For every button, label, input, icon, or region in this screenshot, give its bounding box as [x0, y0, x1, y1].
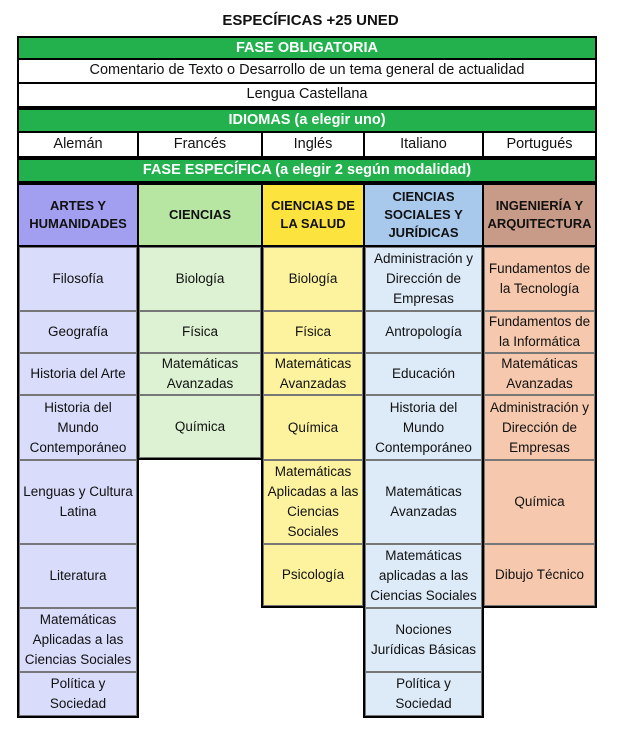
language-option-frances: Francés: [137, 133, 263, 158]
modalidad-ingenieria-header: INGENIERÍA Y ARQUITECTURA: [482, 183, 597, 247]
column-border: [363, 247, 484, 718]
fase-obligatoria-item: Comentario de Texto o Desarrollo de un tema general de actualidad: [17, 60, 597, 84]
subject-cell: Matemáticas Avanzadas: [484, 353, 595, 395]
subject-cell: Química: [263, 395, 363, 460]
subject-cell: Educación: [365, 353, 482, 395]
modalidad-artes-header: ARTES Y HUMANIDADES: [17, 183, 139, 247]
subject-cell: Geografía: [19, 311, 137, 353]
subject-cell: Matemáticas Avanzadas: [365, 460, 482, 544]
modalidad-sociales-header: CIENCIAS SOCIALES Y JURÍDICAS: [363, 183, 484, 247]
fase-obligatoria-header: FASE OBLIGATORIA: [17, 36, 597, 60]
subject-cell: Matemáticas Avanzadas: [263, 353, 363, 395]
subject-cell: Biología: [263, 247, 363, 311]
subject-cell: Química: [484, 460, 595, 544]
subject-cell: Física: [139, 311, 261, 353]
subject-cell: Política y Sociedad: [19, 672, 137, 716]
subject-cell: Lenguas y Cultura Latina: [19, 460, 137, 544]
language-option-aleman: Alemán: [17, 133, 139, 158]
language-option-italiano: Italiano: [363, 133, 484, 158]
subject-cell: Matemáticas Aplicadas a las Ciencias Sociales: [263, 460, 363, 544]
modalidad-salud-header: CIENCIAS DE LA SALUD: [261, 183, 365, 247]
subject-cell: Química: [139, 395, 261, 458]
column-border: [137, 247, 263, 460]
subject-cell: Historia del Arte: [19, 353, 137, 395]
language-option-ingles: Inglés: [261, 133, 365, 158]
subject-cell: Literatura: [19, 544, 137, 608]
subject-cell: Administración y Dirección de Empresas: [365, 247, 482, 311]
subject-cell: Matemáticas Aplicadas a las Ciencias Sociales: [19, 608, 137, 672]
subject-cell: Fundamentos de la Tecnología: [484, 247, 595, 311]
subject-cell: Física: [263, 311, 363, 353]
subject-cell: Fundamentos de la Informática: [484, 311, 595, 353]
subject-cell: Administración y Dirección de Empresas: [484, 395, 595, 460]
fase-especifica-header: FASE ESPECÍFICA (a elegir 2 según modalidad): [17, 158, 597, 183]
subject-cell: Biología: [139, 247, 261, 311]
subject-cell: Dibujo Técnico: [484, 544, 595, 606]
subject-cell: Matemáticas aplicadas a las Ciencias Sociales: [365, 544, 482, 608]
idiomas-header: IDIOMAS (a elegir uno): [17, 108, 597, 133]
language-option-portugues: Portugués: [482, 133, 597, 158]
subject-cell: Psicología: [263, 544, 363, 606]
page-title: ESPECÍFICAS +25 UNED: [222, 12, 399, 29]
subject-cell: Nociones Jurídicas Básicas: [365, 608, 482, 672]
subject-cell: Historia del Mundo Contemporáneo: [19, 395, 137, 460]
fase-obligatoria-item: Lengua Castellana: [17, 84, 597, 108]
subject-cell: Filosofía: [19, 247, 137, 311]
subject-cell: Matemáticas Avanzadas: [139, 353, 261, 395]
subject-cell: Política y Sociedad: [365, 672, 482, 716]
subject-cell: Antropología: [365, 311, 482, 353]
column-border: [17, 247, 139, 718]
column-border: [482, 247, 597, 608]
column-border: [261, 247, 365, 608]
modalidad-ciencias-header: CIENCIAS: [137, 183, 263, 247]
subject-cell: Historia del Mundo Contemporáneo: [365, 395, 482, 460]
